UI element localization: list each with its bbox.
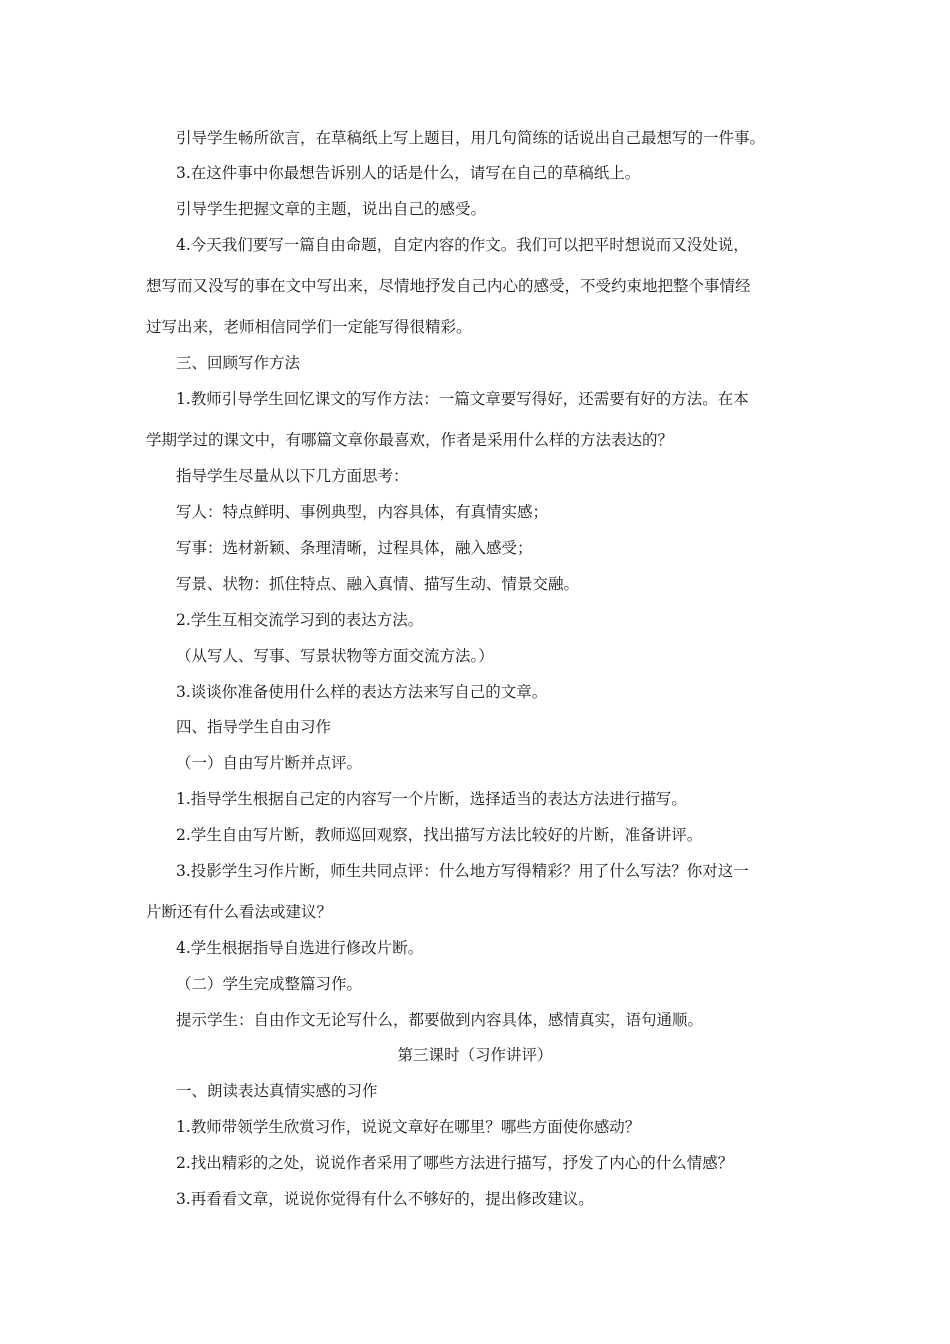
subsection-heading: （一）自由写片断并点评。	[176, 754, 363, 772]
paragraph-continuation: 片断还有什么看法或建议？	[146, 903, 333, 921]
paragraph: 提示学生：自由作文无论写什么，都要做到内容具体，感情真实，语句通顺。	[176, 1011, 704, 1029]
subsection-heading: （二）学生完成整篇习作。	[176, 975, 363, 993]
paragraph-continuation: 过写出来，老师相信同学们一定能写得很精彩。	[146, 318, 472, 336]
paragraph: 写人：特点鲜明、事例典型，内容具体，有真情实感；	[176, 503, 549, 521]
paragraph: （从写人、写事、写景状物等方面交流方法。）	[176, 647, 494, 665]
section-heading: 一、朗读表达真情实感的习作	[176, 1082, 378, 1100]
paragraph-continuation: 学期学过的课文中，有哪篇文章你最喜欢，作者是采用什么样的方法表达的？	[146, 431, 674, 449]
paragraph: 2.学生自由写片断，教师巡回观察，找出描写方法比较好的片断，准备讲评。	[176, 826, 703, 844]
paragraph: 指导学生尽量从以下几方面思考：	[176, 467, 409, 485]
paragraph: 3.再看看文章，说说你觉得有什么不够好的，提出修改建议。	[176, 1190, 594, 1208]
paragraph: 1.教师引导学生回忆课文的写作方法：一篇文章要写得好，还需要有好的方法。在本	[176, 390, 749, 408]
paragraph-continuation: 想写而又没写的事在文中写出来，尽情地抒发自己内心的感受，不受约束地把整个事情经	[146, 277, 751, 295]
lesson-title: 第三课时（习作讲评）	[397, 1046, 553, 1064]
paragraph: 2.学生互相交流学习到的表达方法。	[176, 611, 424, 629]
section-heading: 四、指导学生自由习作	[176, 718, 332, 736]
paragraph: 4.今天我们要写一篇自由命题，自定内容的作文。我们可以把平时想说而又没处说，	[176, 236, 749, 254]
paragraph: 引导学生把握文章的主题，说出自己的感受。	[176, 200, 487, 218]
paragraph: 写景、状物：抓住特点、融入真情、描写生动、情景交融。	[176, 575, 580, 593]
paragraph: 2.找出精彩的之处，说说作者采用了哪些方法进行描写，抒发了内心的什么情感？	[176, 1154, 734, 1172]
paragraph: 引导学生畅所欲言，在草稿纸上写上题目，用几句简练的话说出自己最想写的一件事。	[176, 129, 766, 147]
paragraph: 1.教师带领学生欣赏习作，说说文章好在哪里？哪些方面使你感动？	[176, 1118, 641, 1136]
paragraph: 4.学生根据指导自选进行修改片断。	[176, 939, 424, 957]
paragraph: 1.指导学生根据自己定的内容写一个片断，选择适当的表达方法进行描写。	[176, 790, 687, 808]
paragraph: 3.在这件事中你最想告诉别人的话是什么，请写在自己的草稿纸上。	[176, 164, 641, 182]
section-heading: 三、回顾写作方法	[176, 354, 301, 372]
paragraph: 写事：选材新颖、条理清晰，过程具体，融入感受；	[176, 539, 533, 557]
paragraph: 3.谈谈你准备使用什么样的表达方法来写自己的文章。	[176, 683, 548, 701]
paragraph: 3.投影学生习作片断，师生共同点评：什么地方写得精彩？用了什么写法？你对这一	[176, 862, 749, 880]
